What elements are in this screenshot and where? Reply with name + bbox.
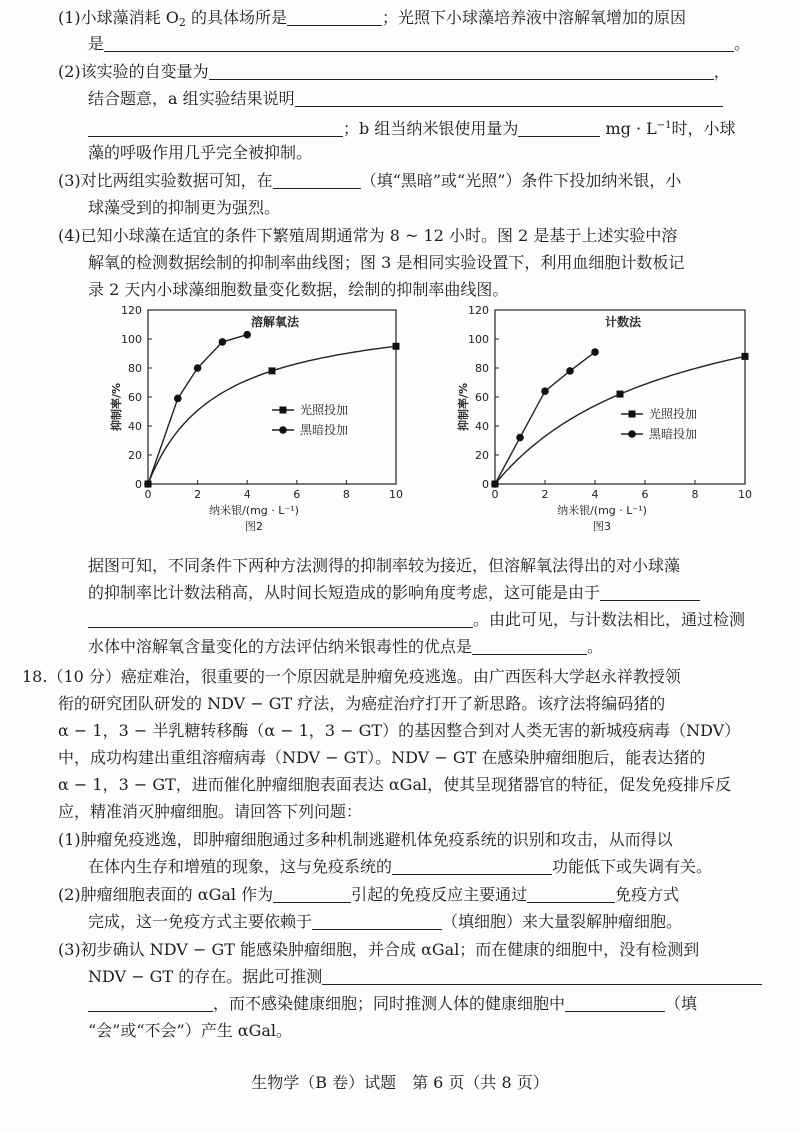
q18-s3-text-c: ，而不感染健康细胞；同时推测人体的健康细胞中 [213,994,566,1013]
x-tick-label: 2 [541,488,549,501]
y-tick-label: 20 [128,449,142,462]
chart-title: 溶解氧法 [250,315,300,329]
q2-line4 [88,143,312,163]
q4-end: 。 [587,637,604,656]
q18-s2-text-a: 肿瘤细胞表面的 αGal 作为 [80,885,274,904]
q18-s1-text-a: 肿瘤免疫逃逸，即肿瘤细胞通过多种机制逃避机体免疫系统的识别和攻击，从而得以 [80,830,673,849]
q18-s2-text-e: （填细胞）来大量裂解肿瘤细胞。 [442,912,683,931]
q18-s2-text-d: 完成，这一免疫方式主要依赖于 [88,912,313,931]
q18-s3-text-a: 初步确认 NDV − GT 能感染肿瘤细胞，并合成 αGal；而在健康的细胞中，没有检测到 [80,940,700,959]
q2-text-c: ；b 组当纳米银使用量为 [343,119,519,138]
q18-line1 [22,667,681,687]
q18-s3-text-d: （填 [665,994,698,1013]
series-light-point [742,353,749,360]
legend-dark-label: 黑暗投加 [300,423,349,437]
q4-text-l2: 解氧的检测数据绘制的抑制率曲线图；图 3 是相同实验设置下，利用血细胞计数板记 [88,253,685,272]
q18-s2-blank-cell[interactable] [312,912,442,930]
y-tick-label: 80 [128,362,142,375]
q2-blank-dose[interactable] [518,119,600,137]
q2-comma: ， [713,62,730,81]
x-tick-label: 4 [591,488,599,501]
series-light-line [148,346,396,484]
q2-number: (2) [58,62,81,81]
q18-number: 18. [22,667,48,686]
series-dark-point [243,331,251,339]
q4-blank-reason-cont[interactable] [88,610,473,628]
q2-text-d: 时，小球 [671,119,736,138]
series-light-point [393,343,400,350]
q4-line4 [88,556,680,576]
y-tick-label: 80 [475,362,489,375]
legend-dark-marker [279,426,287,434]
y-tick-label: 60 [128,391,142,404]
q3-line1 [58,171,681,191]
x-tick-label: 10 [389,488,403,501]
series-dark-point [144,480,152,488]
q2-blank-variable[interactable] [209,62,714,80]
x-axis-label: 纳米银/(mg · L⁻¹) [209,504,299,517]
x-tick-label: 6 [293,488,301,501]
figure-caption: 图3 [593,520,611,533]
series-light-point [269,367,276,374]
q18-line2 [58,694,665,714]
legend-light-marker [629,411,636,418]
q18-s3-line4 [88,1021,292,1041]
y-tick-label: 100 [468,333,489,346]
q18-s3-blank-inference[interactable] [322,967,762,985]
y-tick-label: 0 [482,478,489,491]
q1-end: 。 [734,34,751,53]
q1-number: (1) [58,8,81,27]
series-dark-point [491,480,499,488]
figure-2-chart [100,304,403,544]
q4-text-l3: 录 2 天内小球藻细胞数量变化数据，绘制的抑制率曲线图。 [88,280,509,299]
q2-line1 [58,62,730,82]
chart-title: 计数法 [604,315,642,329]
q18-intro-6: 应，精准消灭肿瘤细胞。请回答下列问题： [58,802,363,821]
x-tick-label: 2 [194,488,202,501]
q18-s3-text-b: NDV − GT 的存在。据此可推测 [88,967,323,986]
series-dark-point [219,338,227,346]
q18-s2-line1 [58,885,679,905]
series-dark-point [541,387,549,395]
q1-text-a: 小球藻消耗 O [80,8,179,27]
y-tick-label: 40 [128,420,142,433]
q4-text-p4: 水体中溶解氧含量变化的方法评估纳米银毒性的优点是 [88,637,473,656]
series-dark-point [566,367,574,375]
q18-s3-line2 [88,967,762,987]
figure-3-chart [445,306,750,544]
q3-text-b: （填“黑暗”或“光照”）条件下投加纳米银，小 [360,171,682,190]
q18-s1-blank-function[interactable] [392,857,552,875]
x-tick-label: 0 [491,488,499,501]
x-tick-label: 6 [641,488,649,501]
q18-s3-blank-inference-cont[interactable] [88,994,213,1012]
legend-light-label: 光照投加 [300,403,349,417]
series-dark-line [148,335,247,484]
q4-line2 [88,253,684,273]
q2-unit: mg · L [605,119,657,138]
y-tick-label: 60 [475,391,489,404]
q18-s3-text-e: “会”或“不会”）产生 αGal。 [88,1021,293,1040]
x-tick-label: 0 [144,488,152,501]
q18-s2-number: (2) [58,885,81,904]
q18-s3-line3 [88,994,697,1014]
y-axis-label: 抑制率/% [110,382,123,432]
q1-blank-site[interactable] [287,8,382,26]
q18-line4 [58,748,705,768]
q4-text-l1: 已知小球藻在适宜的条件下繁殖周期通常为 8 ~ 12 小时。图 2 是基于上述实验中溶 [80,226,678,245]
series-dark-point [516,434,524,442]
q18-s1-text-b: 在体内生存和增殖的现象，这与免疫系统的 [88,857,393,876]
q18-s2-blank-role[interactable] [273,885,351,903]
series-dark-point [194,364,202,372]
q2-line2 [88,89,723,109]
y-tick-label: 0 [135,478,142,491]
y-tick-label: 20 [475,449,489,462]
series-dark-point [591,348,599,356]
q2-text-a: 该实验的自变量为 [80,62,209,81]
q18-s2-blank-immunity[interactable] [527,885,615,903]
q18-intro-5: α − 1，3 − GT，进而催化肿瘤细胞表面表达 αGal，使其呈现猪器官的特征，促发免疫排斥反 [58,775,732,794]
q3-blank-condition[interactable] [273,171,361,189]
q1-text-c: ；光照下小球藻培养液中溶解氧增加的原因 [381,8,686,27]
q2-text-b: 结合题意，a 组实验结果说明 [88,89,295,108]
legend-light-marker [280,407,287,414]
figure-caption: 图2 [245,520,263,533]
q2-text-e: 藻的呼吸作用几乎完全被抑制。 [88,143,313,162]
q2-unit-sup: −1 [656,120,672,131]
q2-blank-a-result-cont[interactable] [88,119,343,137]
q3-text-a: 对比两组实验数据可知，在 [80,171,273,190]
q1-subscript: 2 [178,16,186,29]
q2-line3 [88,116,736,139]
series-dark-line [495,352,595,484]
q4-line5 [88,583,700,603]
q4-text-p2: 的抑制率比计数法稍高，从时间长短造成的影响角度考虑，这可能是由于 [88,583,601,602]
legend-light-label: 光照投加 [649,407,698,421]
q18-line5 [58,775,731,795]
y-tick-label: 40 [475,420,489,433]
legend-dark-label: 黑暗投加 [649,427,698,441]
q18-s2-text-c: 免疫方式 [615,885,680,904]
x-tick-label: 8 [342,488,350,501]
y-axis-label: 抑制率/% [457,382,470,432]
q18-s3-number: (3) [58,940,81,959]
q18-s3-blank-will[interactable] [565,994,665,1012]
plot-frame [148,310,396,484]
q4-blank-reason[interactable] [600,583,700,601]
q4-line7 [88,637,603,657]
series-light-line [495,356,745,484]
q1-blank-reason[interactable] [104,34,734,52]
q18-s3-line1 [58,940,699,960]
q2-blank-a-result[interactable] [295,89,723,107]
q18-s1-text-c: 功能低下或失调有关。 [552,857,713,876]
q18-s1-number: (1) [58,830,81,849]
q18-s1-line1 [58,830,673,850]
q3-number: (3) [58,171,81,190]
y-tick-label: 120 [121,304,142,317]
q4-line3 [88,280,508,300]
q1-text-d: 是 [88,34,105,53]
q4-line6 [88,610,745,630]
q4-text-p1: 据图可知，不同条件下两种方法测得的抑制率较为接近，但溶解氧法得出的对小球藻 [88,556,681,575]
series-dark-point [174,395,182,403]
y-tick-label: 120 [468,304,489,317]
q18-intro-4: 中，成功构建出重组溶瘤病毒（NDV − GT）。NDV − GT 在感染肿瘤细胞后，能表达猪的 [58,748,706,767]
q4-line1 [58,226,677,246]
q1-line1 [58,8,686,33]
x-axis-label: 纳米银/(mg · L⁻¹) [557,504,647,517]
q3-line2 [88,198,280,218]
q3-text-c: 球藻受到的抑制更为强烈。 [88,198,281,217]
series-light-point [617,391,624,398]
page-footer: 生物学（B 卷）试题 第 6 页（共 8 页） [251,1073,549,1092]
q4-blank-advantage[interactable] [472,637,587,655]
q18-s2-text-b: 引起的免疫反应主要通过 [351,885,528,904]
x-tick-label: 8 [691,488,699,501]
q18-intro-3: α − 1，3 − 半乳糖转移酶（α − 1，3 − GT）的基因整合到对人类无害的新城疫病毒（NDV） [58,721,741,740]
q18-s1-line2 [88,857,712,877]
x-tick-label: 4 [243,488,251,501]
q4-text-p3: 。由此可见，与计数法相比，通过检测 [473,610,746,629]
q18-intro-1: （10 分）癌症难治，很重要的一个原因就是肿瘤免疫逃逸。由广西医科大学赵永祥教授领 [47,667,681,686]
q4-number: (4) [58,226,81,245]
y-tick-label: 100 [121,333,142,346]
x-tick-label: 10 [738,488,752,501]
q18-line6 [58,802,362,822]
q18-intro-2: 衔的研究团队研发的 NDV − GT 疗法，为癌症治疗打开了新思路。该疗法将编码猪的 [58,694,666,713]
q18-line3 [58,721,740,741]
q18-s2-line2 [88,912,682,932]
legend-dark-marker [628,430,636,438]
q1-text-b: 的具体场所是 [185,8,287,27]
q1-line2 [88,34,750,54]
